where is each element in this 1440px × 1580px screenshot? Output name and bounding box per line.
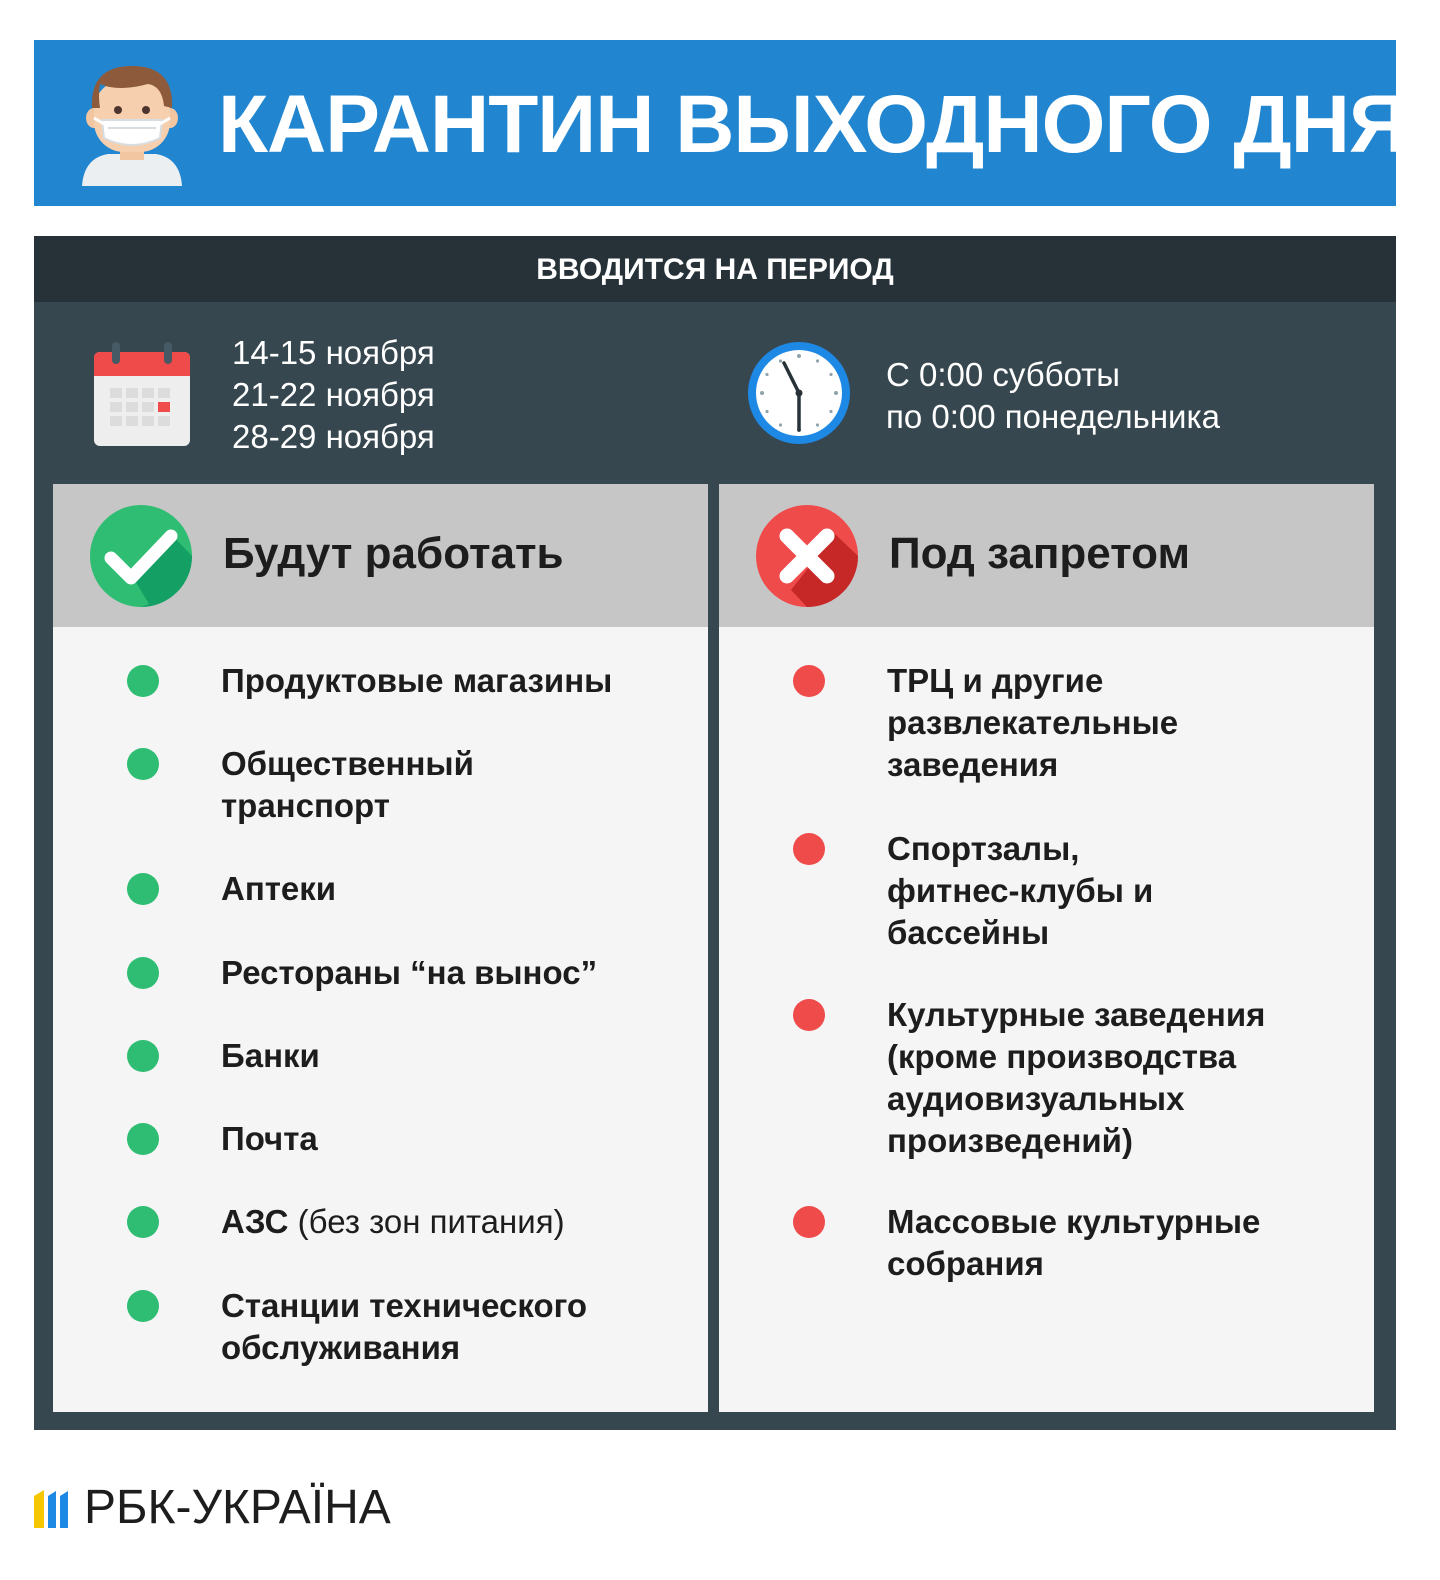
item-label (221, 1201, 691, 1243)
status-dot (127, 1290, 159, 1322)
status-dot (127, 665, 159, 697)
item-note: (без зон питания) (288, 1203, 565, 1240)
period-title: ВВОДИТСЯ НА ПЕРИОД (34, 236, 1396, 302)
banned-column (719, 484, 1374, 1412)
period-time (886, 354, 1220, 438)
calendar-icon (94, 342, 190, 446)
status-dot (793, 999, 825, 1031)
cross-icon (755, 504, 859, 608)
item-label: Почта (221, 1120, 318, 1157)
date-line: 14-15 ноября (232, 334, 435, 371)
item-label: Культурные заведения (кроме производства аудиовизуальных произведений) (887, 996, 1266, 1159)
status-dot (127, 957, 159, 989)
brand-logo-text: РБК-УКРАЇНА (84, 1481, 391, 1534)
ukraine-flag-logo (34, 1488, 74, 1530)
banned-title: Под запретом (889, 529, 1190, 578)
time-line: С 0:00 субботы (886, 356, 1121, 393)
item-label: Продуктовые магазины (221, 662, 613, 699)
item-label: Общественный транспорт (221, 745, 474, 824)
header-banner (34, 40, 1407, 206)
item-label: Банки (221, 1037, 320, 1074)
masked-person-icon (78, 62, 186, 186)
status-dot (127, 1206, 159, 1238)
time-line: по 0:00 понедельника (886, 398, 1220, 435)
page-title: КАРАНТИН ВЫХОДНОГО ДНЯ (218, 79, 1407, 170)
clock-icon (746, 340, 852, 446)
status-dot (793, 833, 825, 865)
status-dot (127, 873, 159, 905)
item-label: Спортзалы, фитнес-клубы и бассейны (887, 830, 1154, 951)
item-label: Аптеки (221, 870, 337, 907)
period-dates (232, 332, 435, 458)
status-dot (127, 1040, 159, 1072)
item-label-main: АЗС (221, 1203, 289, 1240)
item-label: Станции технического обслуживания (221, 1287, 588, 1366)
allowed-title: Будут работать (223, 529, 564, 578)
quarantine-panel (34, 236, 1396, 1430)
status-dot (793, 1206, 825, 1238)
banned-header (719, 484, 1374, 627)
item-label: Рестораны “на вынос” (221, 954, 598, 991)
check-icon (89, 504, 193, 608)
allowed-column (53, 484, 708, 1412)
status-dot (127, 748, 159, 780)
allowed-header (53, 484, 708, 627)
item-label: Массовые культурные собрания (887, 1203, 1261, 1282)
status-dot (793, 665, 825, 697)
item-label: ТРЦ и другие развлекательные заведения (887, 662, 1179, 783)
status-dot (127, 1123, 159, 1155)
date-line: 21-22 ноября (232, 376, 435, 413)
date-line: 28-29 ноября (232, 418, 435, 455)
